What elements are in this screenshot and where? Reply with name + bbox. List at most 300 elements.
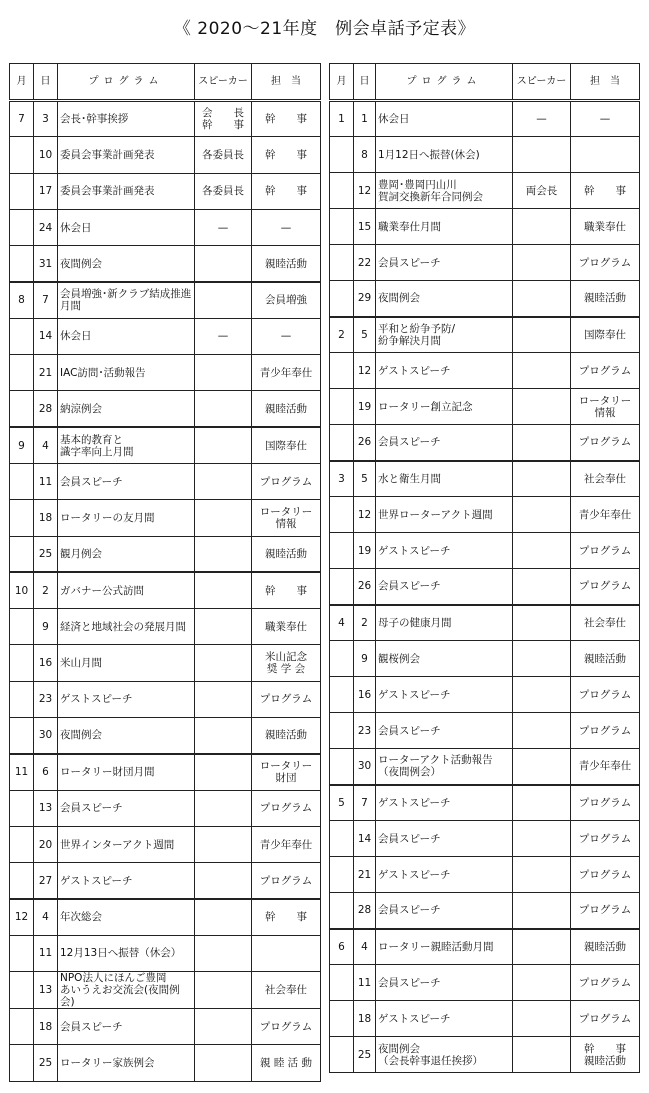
page-title: 《 2020～21年度 例会卓話予定表》 <box>173 19 476 39</box>
month-cell <box>330 281 354 317</box>
charge-cell: 親睦活動 <box>571 641 640 677</box>
program-cell: 休会日 <box>376 101 513 137</box>
program-cell: 観桜例会 <box>376 641 513 677</box>
month-cell <box>330 1037 354 1073</box>
header-charge: 担 当 <box>252 64 321 101</box>
table-row <box>330 173 640 209</box>
program-cell: 夜間例会 <box>58 718 195 754</box>
month-cell <box>10 209 34 245</box>
charge-cell: プログラム <box>252 681 321 717</box>
speaker-cell <box>195 754 252 790</box>
month-cell <box>10 246 34 282</box>
charge-cell: 青少年奉仕 <box>252 826 321 862</box>
table-row <box>330 785 640 821</box>
program-cell: 夜間例会 （会長幹事退任挨拶） <box>376 1037 513 1073</box>
month-cell <box>10 645 34 681</box>
day-cell: 20 <box>34 826 58 862</box>
speaker-cell <box>195 463 252 499</box>
charge-cell: 幹 事 <box>252 137 321 173</box>
month-cell <box>10 355 34 391</box>
day-cell: 28 <box>34 391 58 427</box>
month-cell <box>330 713 354 749</box>
day-cell: 6 <box>34 754 58 790</box>
table-row <box>10 246 321 282</box>
program-cell: 納涼例会 <box>58 391 195 427</box>
table-row <box>10 318 321 354</box>
speaker-cell <box>195 972 252 1009</box>
day-cell: 3 <box>34 101 58 137</box>
month-cell <box>10 863 34 899</box>
speaker-cell <box>195 536 252 572</box>
day-cell: 4 <box>34 427 58 463</box>
table-row <box>330 893 640 929</box>
charge-cell: 社会奉仕 <box>252 972 321 1009</box>
speaker-cell <box>513 641 571 677</box>
month-cell <box>10 463 34 499</box>
day-cell: 15 <box>354 209 376 245</box>
speaker-cell <box>195 899 252 935</box>
month-cell <box>10 826 34 862</box>
month-cell <box>10 391 34 427</box>
program-cell: 委員会事業計画発表 <box>58 137 195 173</box>
speaker-cell: — <box>195 209 252 245</box>
program-cell: 会員スピーチ <box>376 893 513 929</box>
speaker-cell <box>513 209 571 245</box>
table-row <box>10 173 321 209</box>
charge-cell: 青少年奉仕 <box>571 497 640 533</box>
table-row <box>330 713 640 749</box>
program-cell: 会員スピーチ <box>376 821 513 857</box>
speaker-cell <box>513 425 571 461</box>
speaker-cell <box>195 282 252 318</box>
charge-cell: 社会奉仕 <box>571 461 640 497</box>
day-cell: 23 <box>354 713 376 749</box>
charge-cell: プログラム <box>571 965 640 1001</box>
month-cell: 6 <box>330 929 354 965</box>
day-cell: 30 <box>34 718 58 754</box>
month-cell: 12 <box>10 899 34 935</box>
speaker-cell <box>513 245 571 281</box>
table-row <box>10 282 321 318</box>
speaker-cell <box>195 1045 252 1081</box>
program-cell: ロータリー財団月間 <box>58 754 195 790</box>
table-row <box>10 645 321 681</box>
month-cell: 4 <box>330 605 354 641</box>
table-row <box>330 533 640 569</box>
month-cell <box>330 425 354 461</box>
month-cell: 9 <box>10 427 34 463</box>
program-cell: 会員スピーチ <box>376 425 513 461</box>
day-cell: 16 <box>34 645 58 681</box>
charge-cell: 国際奉仕 <box>571 317 640 353</box>
table-row <box>330 929 640 965</box>
month-cell <box>10 609 34 645</box>
program-cell: 米山月間 <box>58 645 195 681</box>
month-cell <box>330 353 354 389</box>
header-speaker: スピーカー <box>195 64 252 101</box>
day-cell: 12 <box>354 353 376 389</box>
program-cell: ゲストスピーチ <box>376 1001 513 1037</box>
speaker-cell <box>513 497 571 533</box>
charge-cell: プログラム <box>571 893 640 929</box>
table-row <box>10 463 321 499</box>
day-cell: 13 <box>34 790 58 826</box>
table-row <box>330 389 640 425</box>
table-row <box>330 209 640 245</box>
speaker-cell <box>513 281 571 317</box>
charge-cell: プログラム <box>571 1001 640 1037</box>
month-cell: 5 <box>330 785 354 821</box>
header-program: プログラム <box>58 64 195 101</box>
table-row <box>330 281 640 317</box>
month-cell <box>330 677 354 713</box>
day-cell: 25 <box>354 1037 376 1073</box>
program-cell: NPO法人にほんご豊岡 あいうえお交流会(夜間例会) <box>58 972 195 1009</box>
month-cell: 8 <box>10 282 34 318</box>
table-row <box>330 821 640 857</box>
day-cell: 13 <box>34 972 58 1009</box>
charge-cell: 職業奉仕 <box>571 209 640 245</box>
program-cell: 会員スピーチ <box>58 790 195 826</box>
day-cell: 7 <box>354 785 376 821</box>
day-cell: 30 <box>354 749 376 785</box>
charge-cell: 青少年奉仕 <box>571 749 640 785</box>
program-cell: 経済と地域社会の発展月間 <box>58 609 195 645</box>
day-cell: 21 <box>34 355 58 391</box>
table-row <box>330 137 640 173</box>
day-cell: 4 <box>34 899 58 935</box>
month-cell <box>10 318 34 354</box>
month-cell <box>330 497 354 533</box>
table-row <box>330 1001 640 1037</box>
charge-cell: ロータリー 財団 <box>252 754 321 790</box>
charge-cell: 親睦活動 <box>571 281 640 317</box>
program-cell: ロータリーの友月間 <box>58 500 195 536</box>
program-cell: 水と衛生月間 <box>376 461 513 497</box>
speaker-cell <box>513 929 571 965</box>
day-cell: 11 <box>34 463 58 499</box>
day-cell: 23 <box>34 681 58 717</box>
header-day: 日 <box>34 64 58 101</box>
speaker-cell <box>195 645 252 681</box>
charge-cell: — <box>252 209 321 245</box>
speaker-cell <box>513 461 571 497</box>
charge-cell: プログラム <box>252 863 321 899</box>
program-cell: 世界インターアクト週間 <box>58 826 195 862</box>
day-cell: 14 <box>34 318 58 354</box>
day-cell: 14 <box>354 821 376 857</box>
charge-cell: プログラム <box>252 463 321 499</box>
header-day: 日 <box>354 64 376 101</box>
charge-cell <box>252 935 321 971</box>
day-cell: 12 <box>354 173 376 209</box>
speaker-cell <box>195 681 252 717</box>
day-cell: 5 <box>354 461 376 497</box>
program-cell: 会員スピーチ <box>376 245 513 281</box>
month-cell <box>10 1045 34 1081</box>
program-cell: ガバナー公式訪問 <box>58 572 195 608</box>
header-month: 月 <box>10 64 34 101</box>
speaker-cell <box>513 1037 571 1073</box>
month-cell <box>10 1009 34 1045</box>
speaker-cell <box>195 609 252 645</box>
table-row <box>330 569 640 605</box>
month-cell: 11 <box>10 754 34 790</box>
month-cell <box>330 893 354 929</box>
charge-cell: プログラム <box>571 425 640 461</box>
speaker-cell <box>513 821 571 857</box>
day-cell: 18 <box>34 1009 58 1045</box>
month-cell <box>330 173 354 209</box>
table-row <box>10 972 321 1009</box>
table-row <box>10 572 321 608</box>
charge-cell: 幹 事 <box>571 173 640 209</box>
table-row <box>10 355 321 391</box>
charge-cell: 幹 事 <box>252 173 321 209</box>
month-cell <box>10 681 34 717</box>
charge-cell: ロータリー 情報 <box>252 500 321 536</box>
charge-cell: 職業奉仕 <box>252 609 321 645</box>
program-cell: ロータリー家族例会 <box>58 1045 195 1081</box>
charge-cell: プログラム <box>571 713 640 749</box>
table-row <box>10 500 321 536</box>
month-cell <box>330 821 354 857</box>
month-cell <box>10 500 34 536</box>
speaker-cell <box>513 749 571 785</box>
table-row <box>330 1037 640 1073</box>
day-cell: 21 <box>354 857 376 893</box>
table-row <box>10 427 321 463</box>
speaker-cell: 各委員長 <box>195 173 252 209</box>
speaker-cell <box>195 427 252 463</box>
program-cell: ゲストスピーチ <box>58 863 195 899</box>
day-cell: 5 <box>354 317 376 353</box>
day-cell: 24 <box>34 209 58 245</box>
speaker-cell <box>513 569 571 605</box>
month-cell <box>10 972 34 1009</box>
table-row <box>330 857 640 893</box>
speaker-cell <box>195 826 252 862</box>
charge-cell: プログラム <box>571 677 640 713</box>
program-cell: 世界ローターアクト週間 <box>376 497 513 533</box>
speaker-cell <box>195 863 252 899</box>
speaker-cell <box>513 965 571 1001</box>
month-cell <box>330 137 354 173</box>
program-cell: 1月12日へ振替(休会) <box>376 137 513 173</box>
speaker-cell <box>513 533 571 569</box>
month-cell <box>10 935 34 971</box>
day-cell: 8 <box>354 137 376 173</box>
month-cell <box>10 718 34 754</box>
charge-cell: 幹 事 <box>252 899 321 935</box>
charge-cell: — <box>571 101 640 137</box>
table-row <box>10 718 321 754</box>
program-cell: 会員スピーチ <box>376 713 513 749</box>
program-cell: ゲストスピーチ <box>376 353 513 389</box>
table-row <box>10 609 321 645</box>
month-cell <box>330 857 354 893</box>
header-month: 月 <box>330 64 354 101</box>
month-cell <box>330 389 354 425</box>
day-cell: 19 <box>354 389 376 425</box>
speaker-cell <box>195 500 252 536</box>
header-charge: 担 当 <box>571 64 640 101</box>
program-cell: 年次総会 <box>58 899 195 935</box>
month-cell <box>330 533 354 569</box>
program-cell: ロータリー親睦活動月間 <box>376 929 513 965</box>
speaker-cell <box>195 790 252 826</box>
program-cell: 基本的教育と 識字率向上月間 <box>58 427 195 463</box>
month-cell <box>330 641 354 677</box>
speaker-cell: 各委員長 <box>195 137 252 173</box>
program-cell: 会員スピーチ <box>58 463 195 499</box>
charge-cell: プログラム <box>571 857 640 893</box>
charge-cell: 親睦活動 <box>252 391 321 427</box>
table-row <box>10 137 321 173</box>
program-cell: 会員スピーチ <box>58 1009 195 1045</box>
table-row <box>330 749 640 785</box>
day-cell: 17 <box>34 173 58 209</box>
charge-cell: プログラム <box>571 821 640 857</box>
charge-cell: 青少年奉仕 <box>252 355 321 391</box>
speaker-cell: 両会長 <box>513 173 571 209</box>
month-cell: 2 <box>330 317 354 353</box>
speaker-cell <box>513 785 571 821</box>
speaker-cell <box>513 857 571 893</box>
program-cell: ゲストスピーチ <box>376 785 513 821</box>
speaker-cell <box>513 317 571 353</box>
charge-cell: ロータリー 情報 <box>571 389 640 425</box>
charge-cell: 社会奉仕 <box>571 605 640 641</box>
day-cell: 10 <box>34 137 58 173</box>
charge-cell: プログラム <box>571 533 640 569</box>
month-cell <box>10 173 34 209</box>
charge-cell: 幹 事 <box>252 101 321 137</box>
program-cell: 母子の健康月間 <box>376 605 513 641</box>
table-row <box>10 209 321 245</box>
speaker-cell <box>195 355 252 391</box>
header-speaker: スピーカー <box>513 64 571 101</box>
table-row <box>10 101 321 137</box>
month-cell <box>330 569 354 605</box>
month-cell <box>330 965 354 1001</box>
speaker-cell <box>513 893 571 929</box>
header-program: プログラム <box>376 64 513 101</box>
program-cell: IAC訪問･活動報告 <box>58 355 195 391</box>
table-row <box>10 899 321 935</box>
table-row <box>330 641 640 677</box>
program-cell: 会員スピーチ <box>376 569 513 605</box>
day-cell: 19 <box>354 533 376 569</box>
speaker-cell: — <box>513 101 571 137</box>
table-row <box>330 245 640 281</box>
charge-cell: プログラム <box>252 1009 321 1045</box>
charge-cell: 国際奉仕 <box>252 427 321 463</box>
day-cell: 18 <box>34 500 58 536</box>
schedule-table-right <box>329 63 640 1073</box>
schedule-table-left <box>9 63 321 1082</box>
day-cell: 25 <box>34 1045 58 1081</box>
table-row <box>10 391 321 427</box>
day-cell: 11 <box>34 935 58 971</box>
table-row <box>330 101 640 137</box>
month-cell: 7 <box>10 101 34 137</box>
program-cell: ロータリー創立記念 <box>376 389 513 425</box>
speaker-cell: 会 長 幹 事 <box>195 101 252 137</box>
charge-cell: プログラム <box>571 353 640 389</box>
program-cell: 休会日 <box>58 209 195 245</box>
table-row <box>10 1045 321 1081</box>
charge-cell: 親睦活動 <box>571 929 640 965</box>
program-cell: 夜間例会 <box>376 281 513 317</box>
table-row <box>330 677 640 713</box>
speaker-cell <box>513 137 571 173</box>
table-row <box>10 826 321 862</box>
table-row <box>330 317 640 353</box>
day-cell: 26 <box>354 425 376 461</box>
month-cell <box>330 245 354 281</box>
table-row <box>330 605 640 641</box>
table-row <box>10 754 321 790</box>
charge-cell: プログラム <box>571 245 640 281</box>
month-cell <box>10 790 34 826</box>
day-cell: 28 <box>354 893 376 929</box>
program-cell: 豊岡･豊岡円山川 賀詞交換新年合同例会 <box>376 173 513 209</box>
charge-cell: 親睦活動 <box>252 718 321 754</box>
charge-cell: プログラム <box>252 790 321 826</box>
program-cell: 会員スピーチ <box>376 965 513 1001</box>
charge-cell: — <box>252 318 321 354</box>
day-cell: 9 <box>354 641 376 677</box>
charge-cell: 米山記念 奨 学 会 <box>252 645 321 681</box>
table-row <box>330 461 640 497</box>
month-cell <box>10 137 34 173</box>
day-cell: 16 <box>354 677 376 713</box>
speaker-cell <box>513 605 571 641</box>
speaker-cell <box>513 1001 571 1037</box>
speaker-cell: — <box>195 318 252 354</box>
program-cell: 委員会事業計画発表 <box>58 173 195 209</box>
table-row <box>10 1009 321 1045</box>
month-cell: 10 <box>10 572 34 608</box>
table-row <box>330 353 640 389</box>
speaker-cell <box>195 246 252 282</box>
charge-cell: プログラム <box>571 785 640 821</box>
day-cell: 7 <box>34 282 58 318</box>
day-cell: 2 <box>34 572 58 608</box>
speaker-cell <box>195 1009 252 1045</box>
day-cell: 11 <box>354 965 376 1001</box>
day-cell: 25 <box>34 536 58 572</box>
program-cell: ローターアクト活動報告 （夜間例会） <box>376 749 513 785</box>
month-cell <box>330 209 354 245</box>
program-cell: 会長･幹事挨拶 <box>58 101 195 137</box>
charge-cell: 幹 事 親睦活動 <box>571 1037 640 1073</box>
month-cell: 3 <box>330 461 354 497</box>
day-cell: 9 <box>34 609 58 645</box>
month-cell: 1 <box>330 101 354 137</box>
day-cell: 12 <box>354 497 376 533</box>
charge-cell <box>571 137 640 173</box>
speaker-cell <box>195 718 252 754</box>
charge-cell: 会員増強 <box>252 282 321 318</box>
day-cell: 1 <box>354 101 376 137</box>
program-cell: 夜間例会 <box>58 246 195 282</box>
table-row <box>10 935 321 971</box>
speaker-cell <box>195 572 252 608</box>
day-cell: 4 <box>354 929 376 965</box>
speaker-cell <box>195 935 252 971</box>
